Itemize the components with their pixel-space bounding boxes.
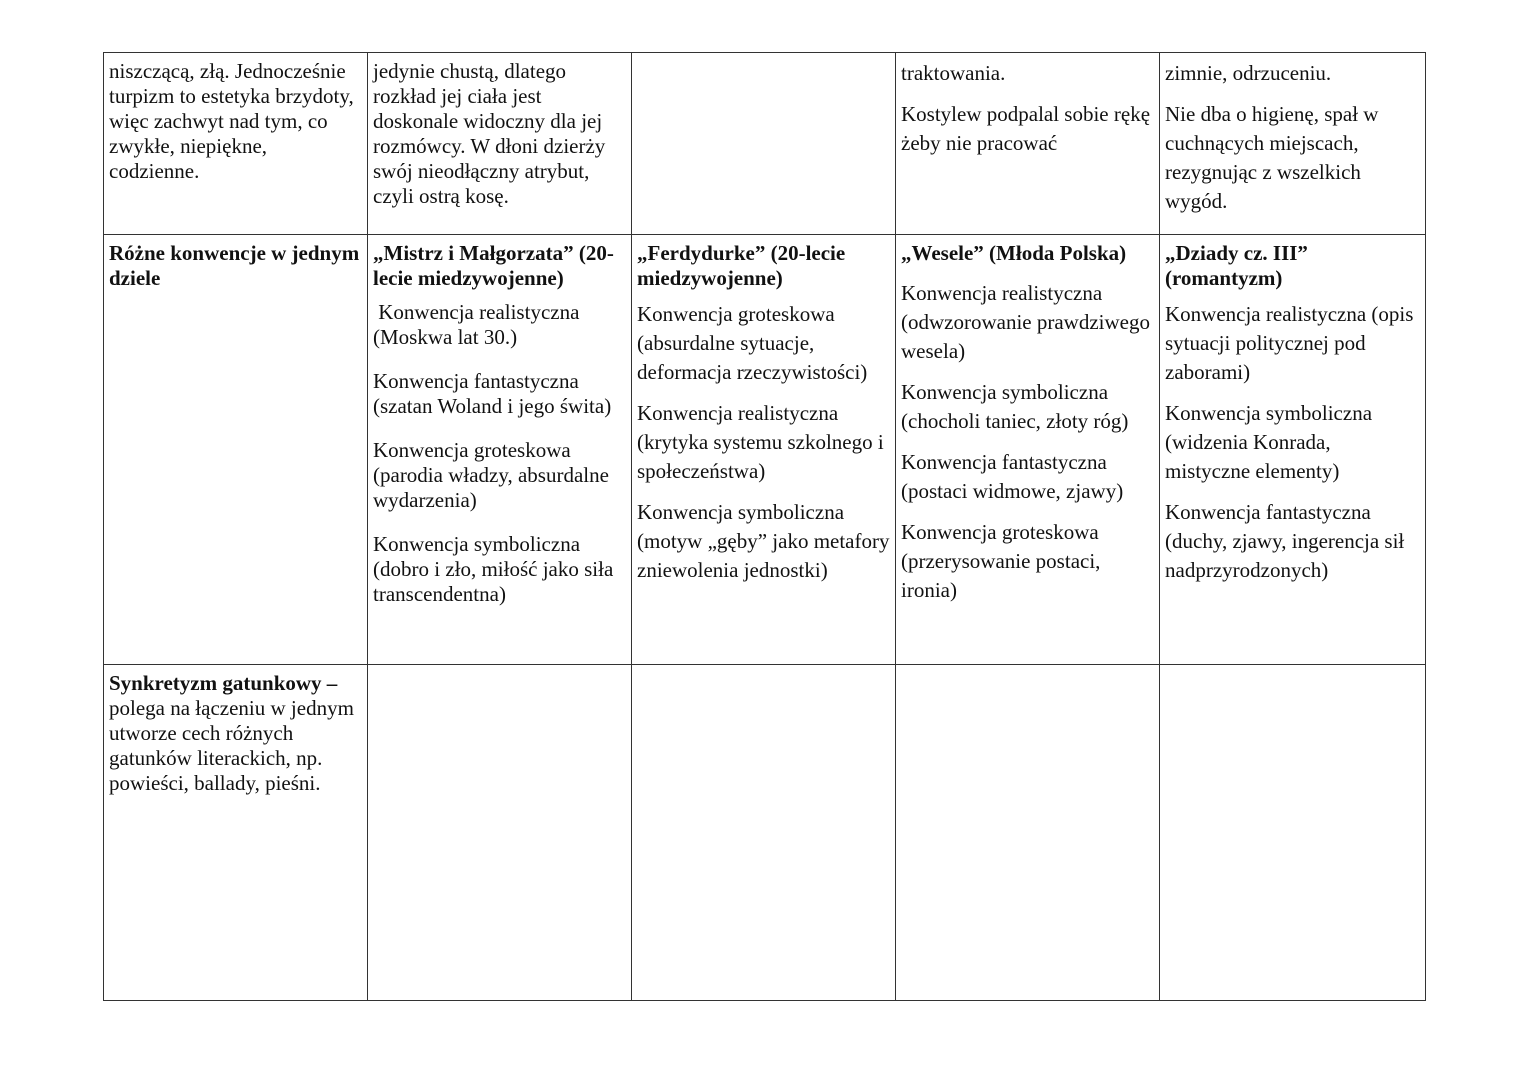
cell-paragraph: zimnie, odrzuceniu. [1165,61,1332,85]
table-cell [368,665,632,1001]
table-cell [368,235,632,665]
convention-item: Konwencja groteskowa (absurdalne sytuacje, deformacja rzeczywistości) [637,302,868,384]
row-label: Różne konwencje w jednym dziele [109,241,360,290]
cell-text: niszczącą, złą. Jednocześnie turpizm to estetyka brzydoty, więc zachwyt nad tym, co zwykłe, niepiękne, codzienne. [109,59,354,183]
table-cell [1160,235,1426,665]
table-row [104,53,1426,235]
comparison-table [103,52,1426,1001]
row-label-description: polega na łączeniu w jednym utworze cech różnych gatunków literackich, np. powieści, ballady, pieśni. [109,696,354,795]
convention-item: Konwencja symboliczna (dobro i zło, miłość jako siła transcendentna) [373,532,614,606]
table-cell [1160,665,1426,1001]
table-cell [896,53,1160,235]
work-title: „Mistrz i Małgorzata” (20-lecie miedzywojenne) [373,241,614,290]
table-cell [1160,53,1426,235]
table-cell [104,665,368,1001]
work-title: „Dziady cz. III” (romantyzm) [1165,241,1308,290]
row-label: Synkretyzm gatunkowy – [109,671,338,695]
convention-item: Konwencja symboliczna (widzenia Konrada, mistyczne elementy) [1165,401,1373,483]
table-cell [632,235,896,665]
convention-item: Konwencja groteskowa (parodia władzy, absurdalne wydarzenia) [373,438,609,512]
work-title: „Wesele” (Młoda Polska) [901,241,1127,265]
convention-item: Konwencja realistyczna (odwzorowanie prawdziwego wesela) [901,281,1150,363]
table-row [104,665,1426,1001]
cell-text: jedynie chustą, dlatego rozkład jej ciała jest doskonale widoczny dla jej rozmówcy. W dłoni dzierży swój nieodłączny atrybut, czyli ostrą kosę. [373,59,606,208]
convention-item: Konwencja realistyczna (krytyka systemu szkolnego i społeczeństwa) [637,401,884,483]
convention-item: Konwencja symboliczna (motyw „gęby” jako metafory zniewolenia jednostki) [637,500,890,582]
convention-item: Konwencja realistyczna (Moskwa lat 30.) [373,300,585,349]
convention-item: Konwencja fantastyczna (szatan Woland i jego świta) [373,369,612,418]
convention-item: Konwencja fantastyczna (duchy, zjawy, ingerencja sił nadprzyrodzonych) [1165,500,1405,582]
convention-item: Konwencja fantastyczna (postaci widmowe, zjawy) [901,450,1124,503]
table-row [104,235,1426,665]
table-cell [104,53,368,235]
table-cell [896,235,1160,665]
cell-paragraph: traktowania. [901,61,1006,85]
table-cell [104,235,368,665]
work-title: „Ferdydurke” (20-lecie miedzywojenne) [637,241,846,290]
table-cell [632,665,896,1001]
table-cell [632,53,896,235]
table-cell [896,665,1160,1001]
convention-item: Konwencja realistyczna (opis sytuacji politycznej pod zaborami) [1165,302,1414,384]
cell-paragraph: Kostylew podpalal sobie rękę żeby nie pracować [901,102,1151,155]
cell-paragraph: Nie dba o higienę, spał w cuchnących miejscach, rezygnując z wszelkich wygód. [1165,102,1379,213]
table-cell [368,53,632,235]
convention-item: Konwencja symboliczna (chocholi taniec, złoty róg) [901,380,1129,433]
convention-item: Konwencja groteskowa (przerysowanie postaci, ironia) [901,520,1101,602]
